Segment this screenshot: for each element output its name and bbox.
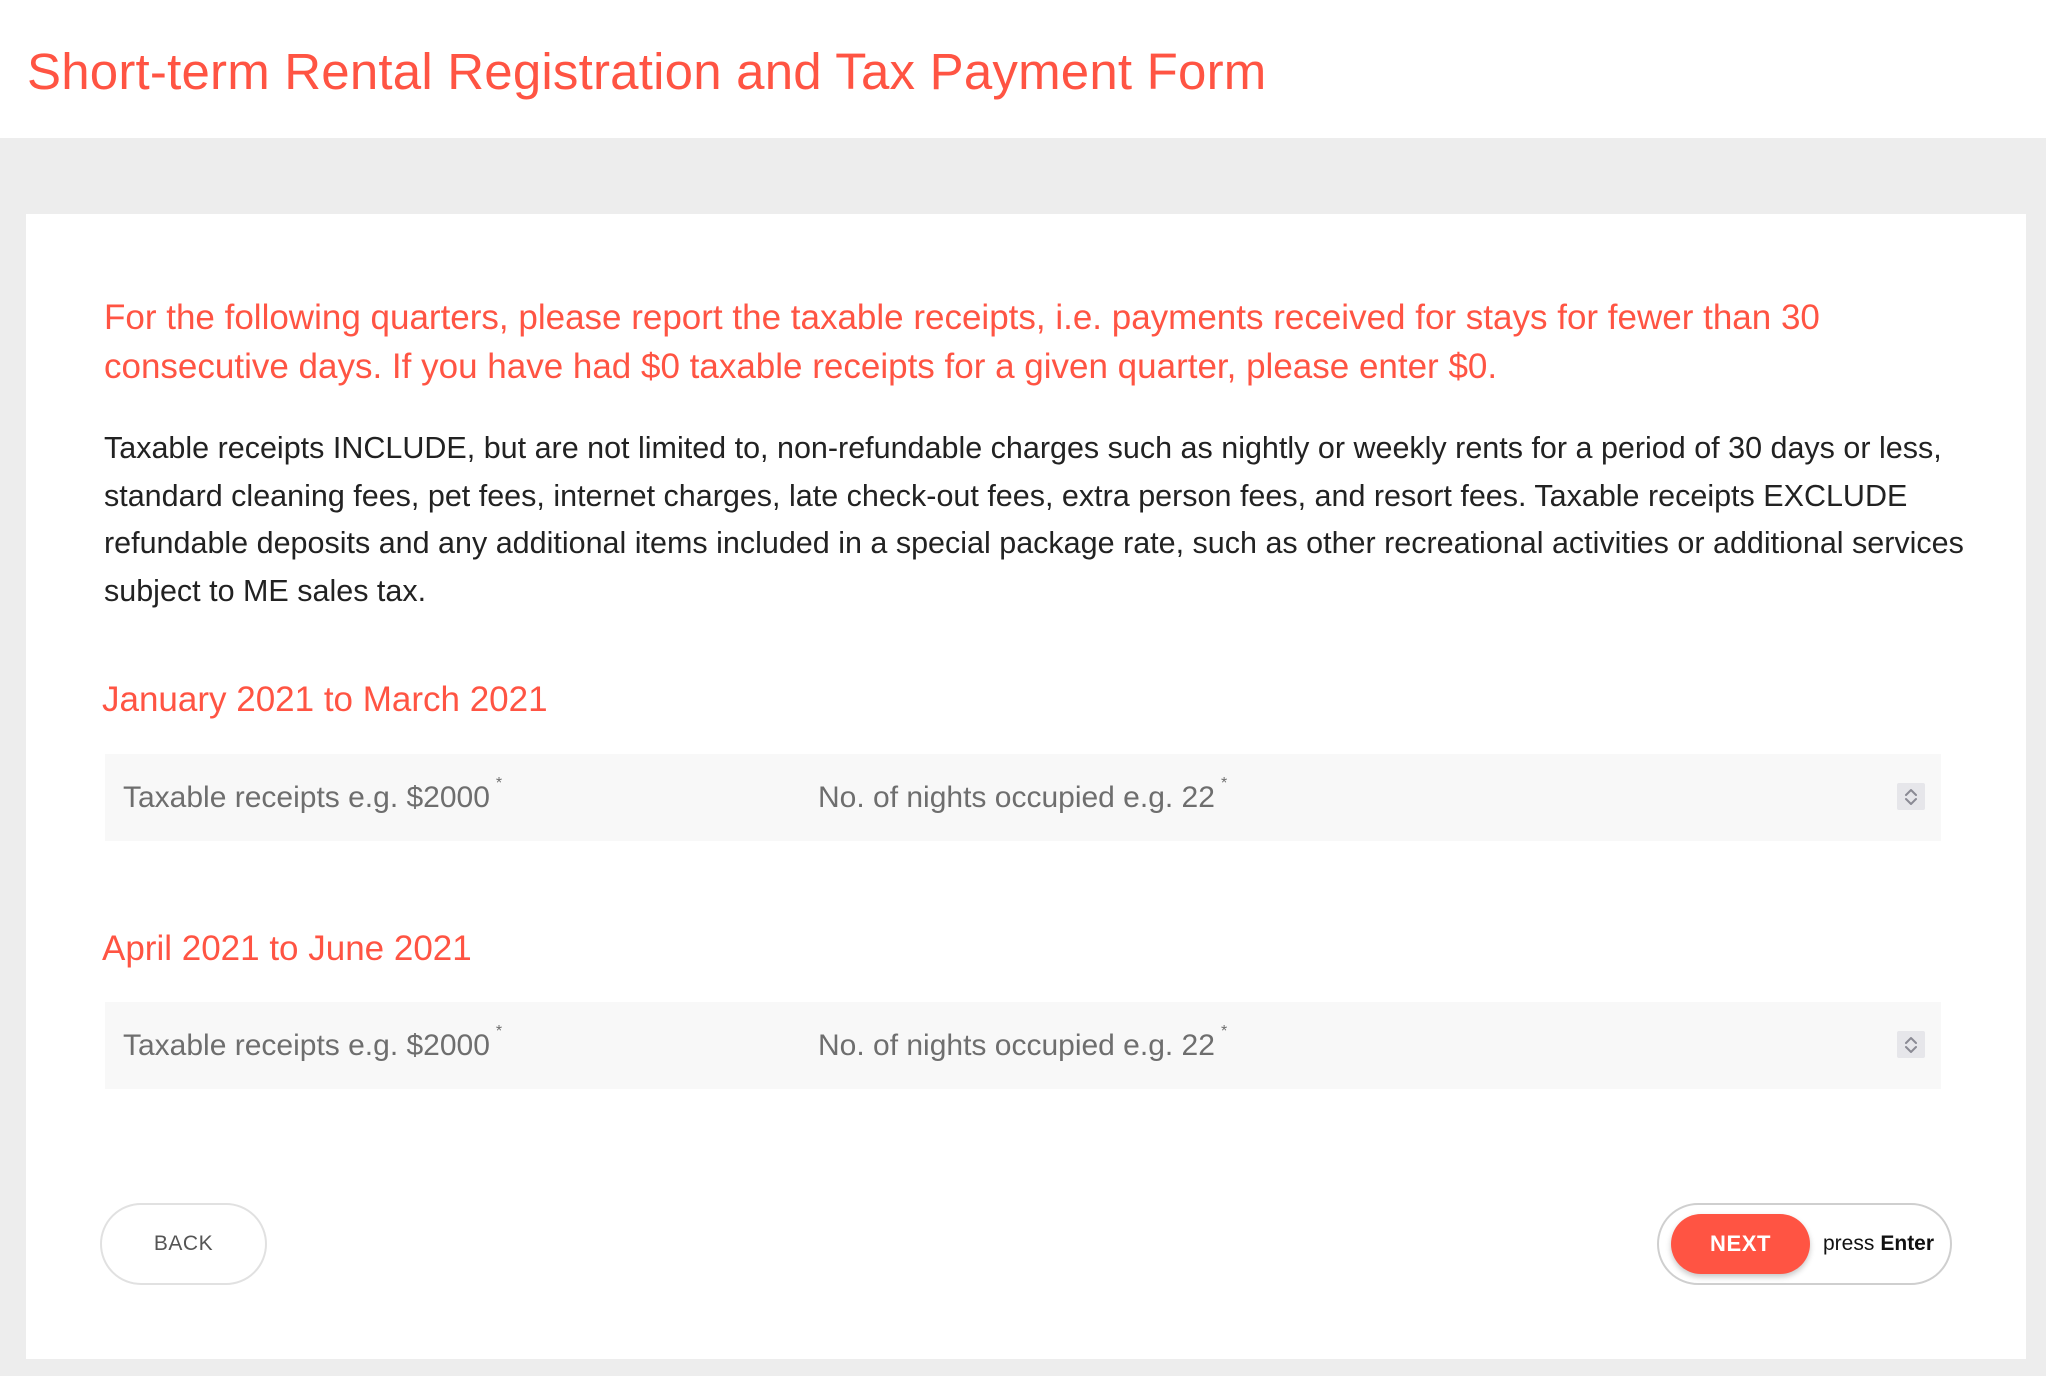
quarter-heading-q1: January 2021 to March 2021	[102, 680, 548, 719]
spinner-up-down-icon	[1904, 787, 1918, 807]
nights-occupied-placeholder: No. of nights occupied e.g. 22	[818, 1028, 1215, 1062]
required-mark: *	[495, 1022, 503, 1040]
form-card	[26, 214, 2026, 1359]
page-header	[0, 0, 2046, 138]
press-enter-hint	[1823, 1205, 1934, 1283]
required-mark: *	[1220, 774, 1228, 792]
quarter-fields-q1	[105, 754, 1941, 841]
intro-instructions: For the following quarters, please report the taxable receipts, i.e. payments received for stays for fewer than 30 consecutive days. If you have had $0 taxable receipts for a given quarter, please enter $0.	[104, 298, 1820, 386]
spinner-up-down-icon	[1904, 1035, 1918, 1055]
taxable-receipts-field-q2[interactable]	[123, 1002, 502, 1089]
required-mark: *	[495, 774, 503, 792]
nights-occupied-field-q2[interactable]	[818, 1002, 1881, 1089]
required-mark: *	[1220, 1022, 1228, 1040]
taxable-receipts-placeholder: Taxable receipts e.g. $2000	[123, 1028, 490, 1062]
taxable-receipts-field-q1[interactable]	[123, 754, 502, 841]
quarter-fields-q2	[105, 1002, 1941, 1089]
number-spinner-q2[interactable]	[1897, 1031, 1925, 1058]
next-button-group	[1657, 1203, 1952, 1285]
next-button[interactable]: NEXT	[1671, 1214, 1810, 1274]
quarter-heading-q2: April 2021 to June 2021	[102, 929, 472, 968]
press-hint-prefix: press	[1823, 1232, 1875, 1255]
back-button[interactable]: BACK	[100, 1203, 267, 1285]
page-title: Short-term Rental Registration and Tax Payment Form	[27, 43, 1267, 100]
nights-occupied-field-q1[interactable]	[818, 754, 1881, 841]
taxable-receipts-description: Taxable receipts INCLUDE, but are not limited to, non-refundable charges such as nightly or weekly rents for a period of 30 days or less, standard cleaning fees, pet fees, internet charges, late check-out fees, extra person fees, and resort fees. Taxable receipts EXCLUDE refundable deposits and any additional items included in a special package rate, such as other recreational activities or additional services subject to ME sales tax.	[104, 431, 1964, 608]
taxable-receipts-placeholder: Taxable receipts e.g. $2000	[123, 780, 490, 814]
press-hint-key: Enter	[1880, 1232, 1935, 1255]
number-spinner-q1[interactable]	[1897, 783, 1925, 810]
nights-occupied-placeholder: No. of nights occupied e.g. 22	[818, 780, 1215, 814]
